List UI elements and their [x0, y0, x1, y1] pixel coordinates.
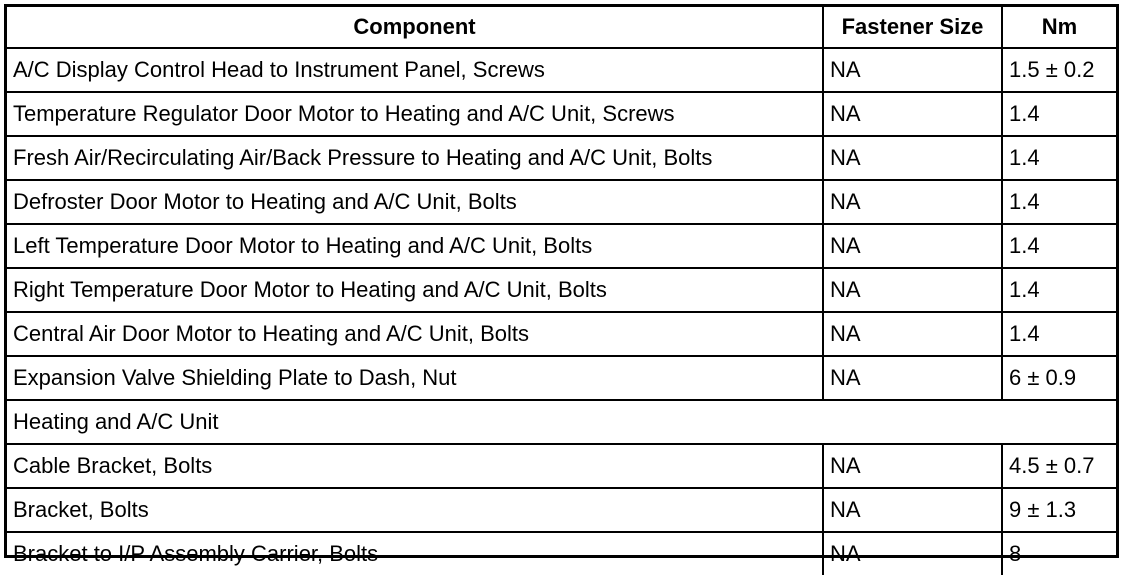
cell-fastener-size: NA	[823, 268, 1002, 312]
cell-nm: 6 ± 0.9	[1002, 356, 1116, 400]
cell-fastener-size: NA	[823, 224, 1002, 268]
cell-component: Temperature Regulator Door Motor to Heating and A/C Unit, Screws	[7, 92, 823, 136]
cell-nm: 1.4	[1002, 180, 1116, 224]
header-fastener-size: Fastener Size	[823, 7, 1002, 48]
table-row	[7, 312, 1116, 356]
torque-spec-table-frame	[4, 4, 1119, 566]
header-nm: Nm	[1002, 7, 1116, 48]
cell-component: Bracket, Bolts	[7, 488, 823, 532]
cell-nm: 8	[1002, 532, 1116, 575]
table-row	[7, 48, 1116, 92]
cell-fastener-size: NA	[823, 488, 1002, 532]
cell-nm: 4.5 ± 0.7	[1002, 444, 1116, 488]
cell-component: Left Temperature Door Motor to Heating and A/C Unit, Bolts	[7, 224, 823, 268]
cell-fastener-size: NA	[823, 356, 1002, 400]
cell-nm: 1.4	[1002, 136, 1116, 180]
cell-fastener-size: NA	[823, 136, 1002, 180]
cell-fastener-size: NA	[823, 92, 1002, 136]
cell-fastener-size: NA	[823, 312, 1002, 356]
table-row	[7, 92, 1116, 136]
cell-component: Defroster Door Motor to Heating and A/C Unit, Bolts	[7, 180, 823, 224]
table-row	[7, 136, 1116, 180]
cell-nm: 1.5 ± 0.2	[1002, 48, 1116, 92]
torque-spec-table	[7, 7, 1116, 575]
cell-fastener-size: NA	[823, 180, 1002, 224]
cell-nm: 1.4	[1002, 268, 1116, 312]
cell-component: Expansion Valve Shielding Plate to Dash, Nut	[7, 356, 823, 400]
cell-component: Bracket to I/P Assembly Carrier, Bolts	[7, 532, 823, 575]
cell-nm: 1.4	[1002, 312, 1116, 356]
table-row	[7, 488, 1116, 532]
table-row	[7, 444, 1116, 488]
section-label: Heating and A/C Unit	[7, 400, 1116, 444]
cell-component: Right Temperature Door Motor to Heating and A/C Unit, Bolts	[7, 268, 823, 312]
header-component: Component	[7, 7, 823, 48]
cell-nm: 1.4	[1002, 224, 1116, 268]
table-row	[7, 356, 1116, 400]
cell-component: Central Air Door Motor to Heating and A/C Unit, Bolts	[7, 312, 823, 356]
cell-fastener-size: NA	[823, 48, 1002, 92]
cell-fastener-size: NA	[823, 444, 1002, 488]
table-row	[7, 224, 1116, 268]
cell-component: Fresh Air/Recirculating Air/Back Pressure to Heating and A/C Unit, Bolts	[7, 136, 823, 180]
cell-nm: 1.4	[1002, 92, 1116, 136]
cell-component: A/C Display Control Head to Instrument Panel, Screws	[7, 48, 823, 92]
cell-fastener-size: NA	[823, 532, 1002, 575]
table-row	[7, 532, 1116, 575]
cell-nm: 9 ± 1.3	[1002, 488, 1116, 532]
section-header-row	[7, 400, 1116, 444]
table-header-row	[7, 7, 1116, 48]
table-row	[7, 180, 1116, 224]
table-row	[7, 268, 1116, 312]
cell-component: Cable Bracket, Bolts	[7, 444, 823, 488]
